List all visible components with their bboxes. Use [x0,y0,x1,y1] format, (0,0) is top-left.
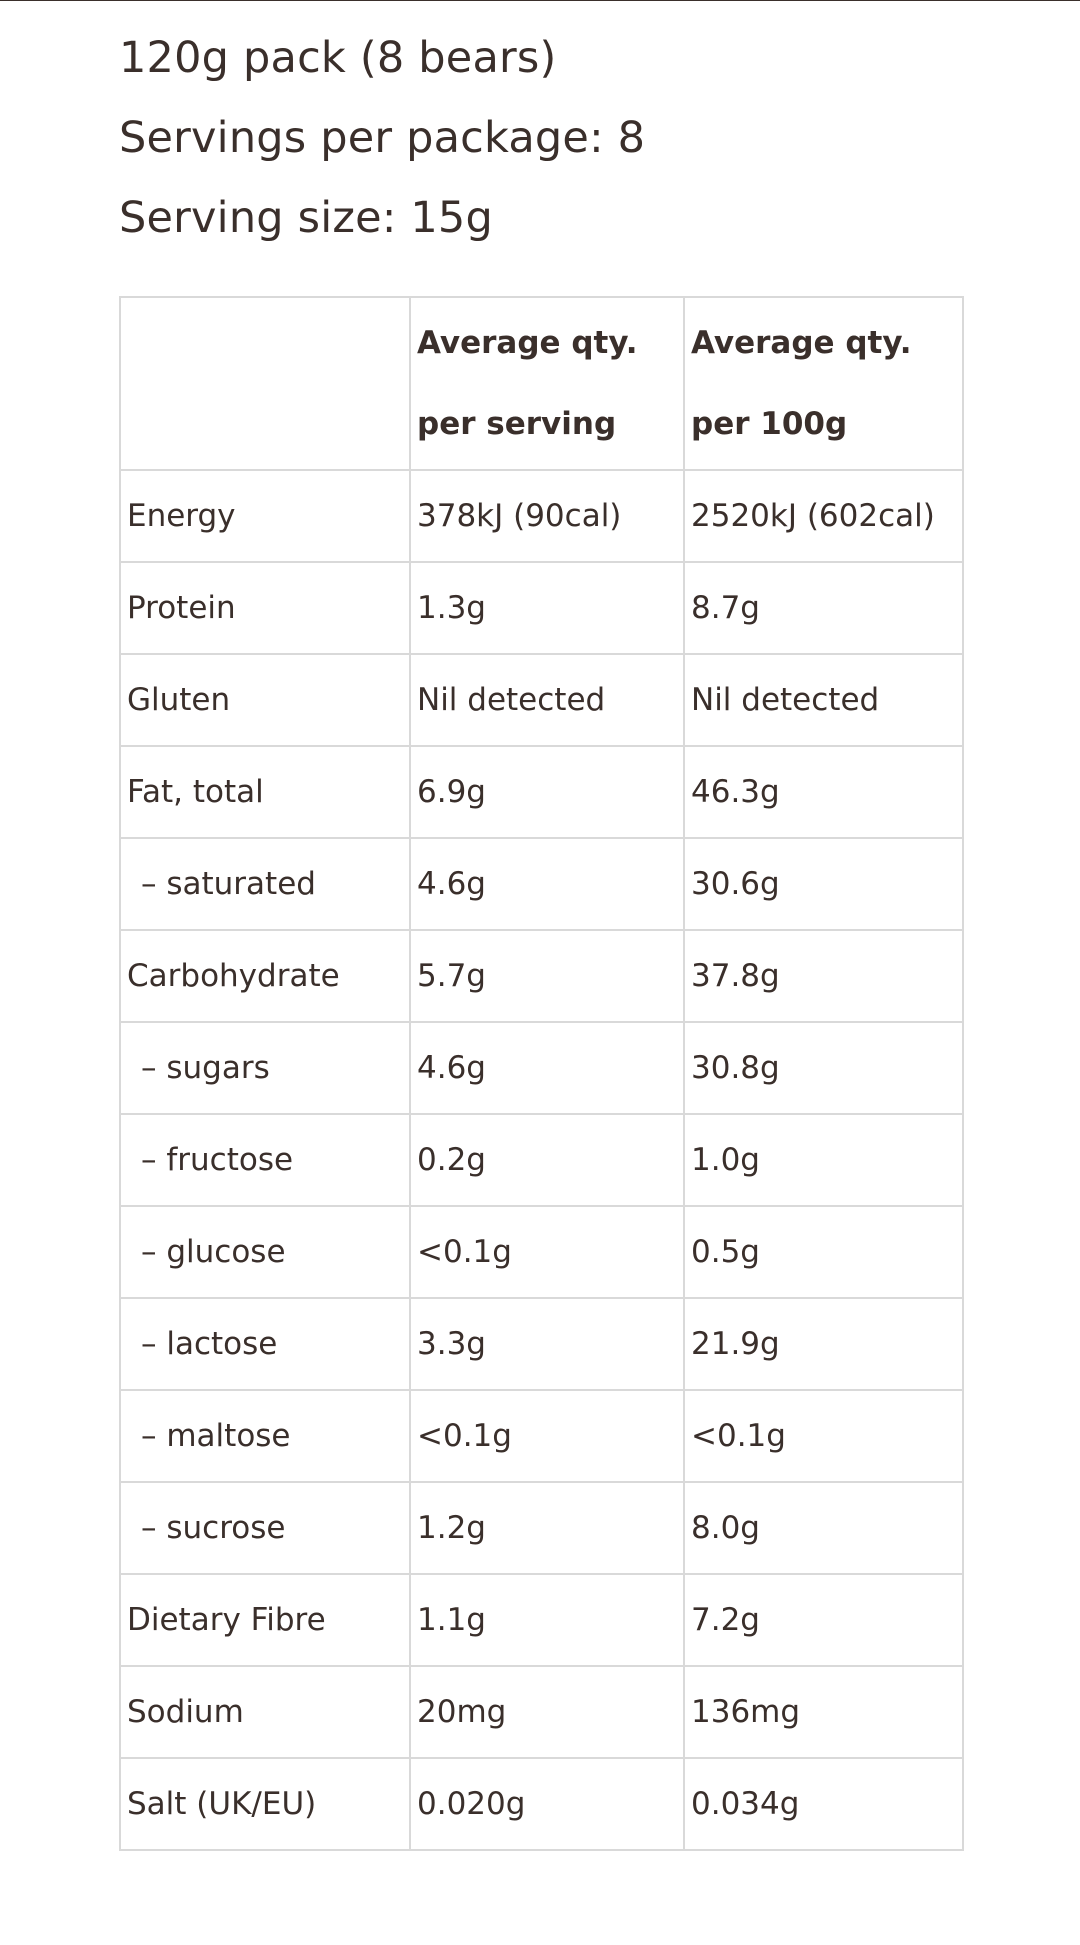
per-serving-cell [410,1574,684,1666]
servings-per-package-text: Servings per package: 8 [119,113,646,163]
per-100g-cell-text: 46.3g [691,774,780,810]
header-per-100g-line1: Average qty. [691,324,912,361]
header-per-100g [684,297,963,470]
nutrient-name-cell-text: – sucrose [141,1510,286,1546]
per-serving-cell-text: 4.6g [417,1050,486,1086]
per-serving-cell [410,1206,684,1298]
per-serving-cell [410,1390,684,1482]
nutrient-name-cell-text: Protein [127,590,236,626]
per-100g-cell-text: 21.9g [691,1326,780,1362]
per-serving-cell [410,1298,684,1390]
table-row [120,1666,963,1758]
table-body [120,470,963,1850]
per-100g-cell [684,1114,963,1206]
table-row [120,1482,963,1574]
per-serving-cell-text: 1.2g [417,1510,486,1546]
table-row [120,470,963,562]
table-header-row [120,297,963,470]
per-serving-cell-text: <0.1g [417,1234,512,1270]
per-100g-cell-text: 7.2g [691,1602,760,1638]
per-100g-cell-text: 30.8g [691,1050,780,1086]
table-row [120,1758,963,1850]
per-serving-cell [410,1482,684,1574]
per-100g-cell [684,562,963,654]
per-100g-cell-text: 8.7g [691,590,760,626]
per-100g-cell [684,838,963,930]
per-100g-cell-text: 136mg [691,1694,801,1730]
per-serving-cell [410,1114,684,1206]
nutrient-name-cell [120,1666,410,1758]
per-100g-cell [684,930,963,1022]
per-100g-cell-text: 37.8g [691,958,780,994]
per-100g-cell [684,1206,963,1298]
nutrient-name-cell [120,746,410,838]
nutrient-name-cell-text: – sugars [141,1050,270,1086]
per-100g-cell [684,470,963,562]
table-row [120,654,963,746]
nutrient-name-cell [120,1022,410,1114]
table-row [120,1390,963,1482]
per-100g-cell [684,1758,963,1850]
per-serving-cell-text: 0.020g [417,1786,526,1822]
nutrient-name-cell-text: Sodium [127,1694,244,1730]
per-serving-cell-text: 5.7g [417,958,486,994]
per-100g-cell-text: 2520kJ (602cal) [691,498,935,534]
per-serving-cell-text: Nil detected [417,682,606,718]
per-100g-cell-text: 8.0g [691,1510,760,1546]
per-100g-cell [684,1390,963,1482]
per-serving-cell-text: 6.9g [417,774,486,810]
nutrient-name-cell [120,1482,410,1574]
nutrient-name-cell-text: Salt (UK/EU) [127,1786,317,1822]
per-100g-cell [684,1482,963,1574]
per-serving-cell-text: 0.2g [417,1142,486,1178]
per-100g-cell-text: 0.034g [691,1786,800,1822]
table-row [120,930,963,1022]
per-serving-cell [410,654,684,746]
per-100g-cell-text: <0.1g [691,1418,786,1454]
per-serving-cell-text: 1.3g [417,590,486,626]
nutrient-name-cell [120,838,410,930]
nutrient-name-cell [120,1758,410,1850]
header-nutrient [120,297,410,470]
table-row [120,1022,963,1114]
nutrient-name-cell-text: Gluten [127,682,231,718]
nutrient-name-cell-text: – saturated [141,866,316,902]
nutrition-table [119,296,964,1851]
per-100g-cell [684,1574,963,1666]
nutrient-name-cell-text: – fructose [141,1142,294,1178]
per-100g-cell [684,1298,963,1390]
per-serving-cell-text: 4.6g [417,866,486,902]
nutrient-name-cell [120,1206,410,1298]
serving-size-text: Serving size: 15g [119,193,493,243]
header-per-serving-line1: Average qty. [417,324,638,361]
header-per-serving-line2: per serving [417,405,617,442]
per-serving-cell-text: 20mg [417,1694,507,1730]
nutrient-name-cell [120,1574,410,1666]
table-row [120,1574,963,1666]
top-divider [0,0,1080,1]
nutrient-name-cell-text: Dietary Fibre [127,1602,326,1638]
nutrient-name-cell [120,654,410,746]
per-serving-cell-text: 3.3g [417,1326,486,1362]
per-serving-cell [410,1022,684,1114]
per-100g-cell-text: 1.0g [691,1142,760,1178]
table-row [120,1298,963,1390]
per-serving-cell [410,838,684,930]
per-100g-cell [684,1022,963,1114]
nutrient-name-cell [120,930,410,1022]
per-100g-cell [684,746,963,838]
table-row [120,1206,963,1298]
per-serving-cell-text: 378kJ (90cal) [417,498,622,534]
per-100g-cell-text: 30.6g [691,866,780,902]
table-row [120,838,963,930]
per-100g-cell [684,1666,963,1758]
per-serving-cell [410,470,684,562]
nutrient-name-cell-text: – glucose [141,1234,286,1270]
per-serving-cell [410,746,684,838]
nutrient-name-cell-text: – maltose [141,1418,291,1454]
nutrient-name-cell-text: Fat, total [127,774,264,810]
per-serving-cell [410,562,684,654]
per-serving-cell [410,1758,684,1850]
per-100g-cell-text: Nil detected [691,682,880,718]
header-per-100g-line2: per 100g [691,405,848,442]
nutrient-name-cell [120,1390,410,1482]
nutrient-name-cell [120,470,410,562]
per-serving-cell-text: <0.1g [417,1418,512,1454]
per-serving-cell-text: 1.1g [417,1602,486,1638]
header-per-serving [410,297,684,470]
package-summary [119,18,645,258]
nutrient-name-cell [120,1298,410,1390]
nutrient-name-cell-text: – lactose [141,1326,278,1362]
per-100g-cell-text: 0.5g [691,1234,760,1270]
nutrient-name-cell [120,562,410,654]
nutrient-name-cell-text: Carbohydrate [127,958,340,994]
pack-size-text: 120g pack (8 bears) [119,33,557,83]
table-row [120,746,963,838]
table-row [120,1114,963,1206]
per-100g-cell [684,654,963,746]
per-serving-cell [410,930,684,1022]
nutrient-name-cell-text: Energy [127,498,236,534]
per-serving-cell [410,1666,684,1758]
nutrient-name-cell [120,1114,410,1206]
table-row [120,562,963,654]
